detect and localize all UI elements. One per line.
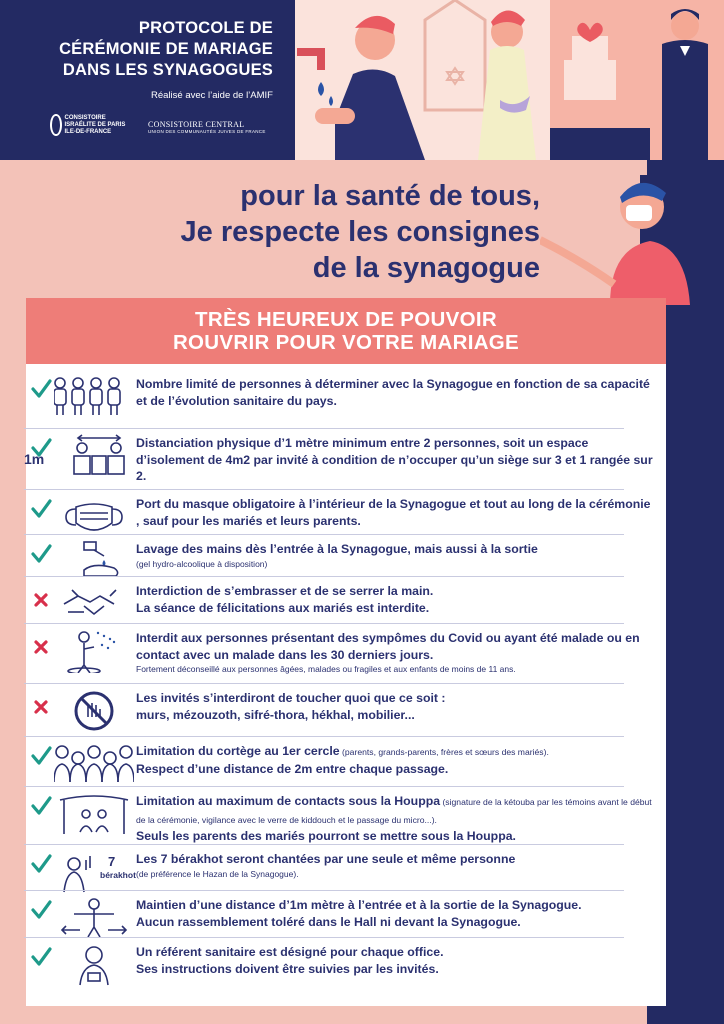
groom-suit-icon [662,40,708,160]
rule-second-line: Aucun rassemblement toléré dans le Hall ni devant la Synagogue. [136,914,521,929]
slogan-line-1: pour la santé de tous, [240,180,540,212]
rule-main-text: Les 7 bérakhot seront chantées par une seule et même personne [136,852,516,866]
rule-row [24,736,624,786]
handshake-icon [54,582,134,626]
wedding-illustration [295,0,550,160]
panel-title-line-1: TRÈS HEUREUX DE POUVOIR [195,308,497,331]
panel-header [26,298,666,364]
cross-icon [30,696,52,718]
rule-main-text: Un référent sanitaire est désigné pour chaque office. [136,945,444,959]
rule-main-text: Maintien d’une distance d’1m mètre à l’entrée et à la sortie de la Synagogue. [136,898,582,912]
consistoire-paris-logo [50,112,128,138]
consistoire-central-logo [148,120,266,134]
consistoire-central-subtext: UNION DES COMMUNAUTÉS JUIVES DE FRANCE [148,129,266,134]
panel-title-line-2: ROUVRIR POUR VOTRE MARIAGE [172,331,520,354]
check-icon [30,946,52,968]
check-icon [30,543,52,565]
rule-row [24,623,640,683]
houppa-icon [54,792,134,836]
rule-main-text: Distanciation physique d’1 mètre minimum entre 2 personnes, soit un espace d’isolement de 4m2 par invité à condition de n’occuper qu’un siège sur 3 et 1 rangée sur 2. [136,436,653,483]
check-icon [30,498,52,520]
rule-text [136,496,656,529]
rule-text [136,897,656,930]
synagogue-icon [425,0,485,110]
consistoire-emblem-icon [50,114,62,136]
rule-main-text: Interdiction de s’embrasser et de se serrer la main. [136,584,434,598]
water-drop-icon [318,82,324,96]
check-icon [30,853,52,875]
rule-text [136,944,656,977]
rule-second-line: murs, mézouzoth, sifré-thora, hékhal, mobilier... [136,707,415,722]
rule-text [136,583,656,616]
header-right-panel [550,0,724,160]
rule-row [24,890,624,937]
rule-small-note: (gel hydro-alcoolique à disposition) [136,558,268,569]
rule-text [136,851,656,880]
rule-main-text: Limitation du cortège au 1er cercle [136,744,340,758]
rule-row [24,370,650,428]
title-line-2: CÉRÉMONIE DE MARIAGE [59,40,273,58]
slogan-line-3: de la synagogue [312,252,540,284]
rule-second-line: Ses instructions doivent être suivies par les invités. [136,961,439,976]
no-touch-icon [54,689,134,733]
star-of-david-icon [447,68,463,84]
rule-small-note: Fortement déconseillé aux personnes âgées, malades ou fragiles et aux enfants de moins de 11 ans. [136,664,516,674]
rule-text [136,541,656,570]
rule-row [24,428,653,489]
family-icon [54,742,134,786]
check-icon [30,378,52,400]
consistoire-paris-text: CONSISTOIRE ISRAÉLITE DE PARIS ILE-DE-FRANCE [64,114,126,135]
distance-person-icon [54,896,134,940]
singer-icon [54,850,134,894]
title-line-1: PROTOCOLE DE [138,19,273,37]
wedding-cake-icon [564,60,616,100]
face-mask-icon [626,205,652,221]
poster-title [0,18,295,81]
cross-icon [30,589,52,611]
seven-label: 7 [108,854,116,869]
slogan-line-2: Je respecte les consignes [180,216,540,248]
rule-text [136,376,656,409]
rule-second-line: Respect d’une distance de 2m entre chaque passage. [136,761,449,776]
rule-second-line: Seuls les parents des mariés pourront se mettre sous la Houppa. [136,829,516,843]
check-icon [30,745,52,767]
groom-head-icon [671,12,699,40]
berakhot-label: bérakhot [100,870,136,880]
rule-main-text: Limitation au maximum de contacts sous la Houppa [136,794,441,808]
header-left-panel [0,0,295,160]
check-icon [30,899,52,921]
distance-label: 1m [24,451,45,467]
rule-row [24,489,651,534]
sneeze-icon [54,629,134,673]
rule-inline-note: (signature de la kétouba par les témoins avant le début de la cérémonie, vigilance avec le verre de kiddouch et le passage du micro...). [136,797,652,825]
distance-icon [54,434,134,478]
rule-text [136,435,656,485]
mask-icon [54,495,134,539]
rule-row [24,786,652,844]
rule-main-text: Lavage des mains dès l’entrée à la Synagogue, mais aussi à la sortie [136,542,538,556]
people-group-icon [54,375,134,419]
rule-inline-note: (parents, grands-parents, frères et sœurs des mariés). [339,747,549,757]
rule-row [24,937,624,992]
rule-small-note: (de préférence le Hazan de la Synagogue). [136,868,299,879]
rule-row [24,844,624,890]
check-icon [30,795,52,817]
rule-text [136,743,656,777]
cross-icon [30,636,52,658]
referent-icon [54,943,134,987]
faucet-icon [297,48,325,56]
rule-row [24,683,624,736]
rule-row [24,534,624,576]
rule-row [24,576,624,623]
rule-text [136,690,656,723]
slogan [100,178,540,286]
rule-main-text: Interdit aux personnes présentant des sympômes du Covid ou ayant été malade ou en contact avec un malade dans les 30 derniers jours. [136,631,640,662]
rule-second-line: La séance de félicitations aux mariés est interdite. [136,600,430,615]
rule-main-text: Port du masque obligatoire à l’intérieur de la Synagogue et tout au long de la cérémonie , sauf pour les mariés et leurs parents. [136,497,651,528]
consistoire-central-text: CONSISTOIRE CENTRAL [148,120,245,129]
rule-text [136,630,656,675]
masked-presenter-illustration [540,175,724,305]
rule-main-text: Les invités s’interdiront de toucher quoi que ce soit : [136,691,446,705]
rule-main-text: Nombre limité de personnes à déterminer avec la Synagogue en fonction de sa capacité et de l’évolution sanitaire du pays. [136,377,650,408]
poster-subtitle: Réalisé avec l’aide de l’AMIF [151,90,273,101]
title-line-3: DANS LES SYNAGOGUES [62,61,273,79]
rule-text [136,793,656,845]
